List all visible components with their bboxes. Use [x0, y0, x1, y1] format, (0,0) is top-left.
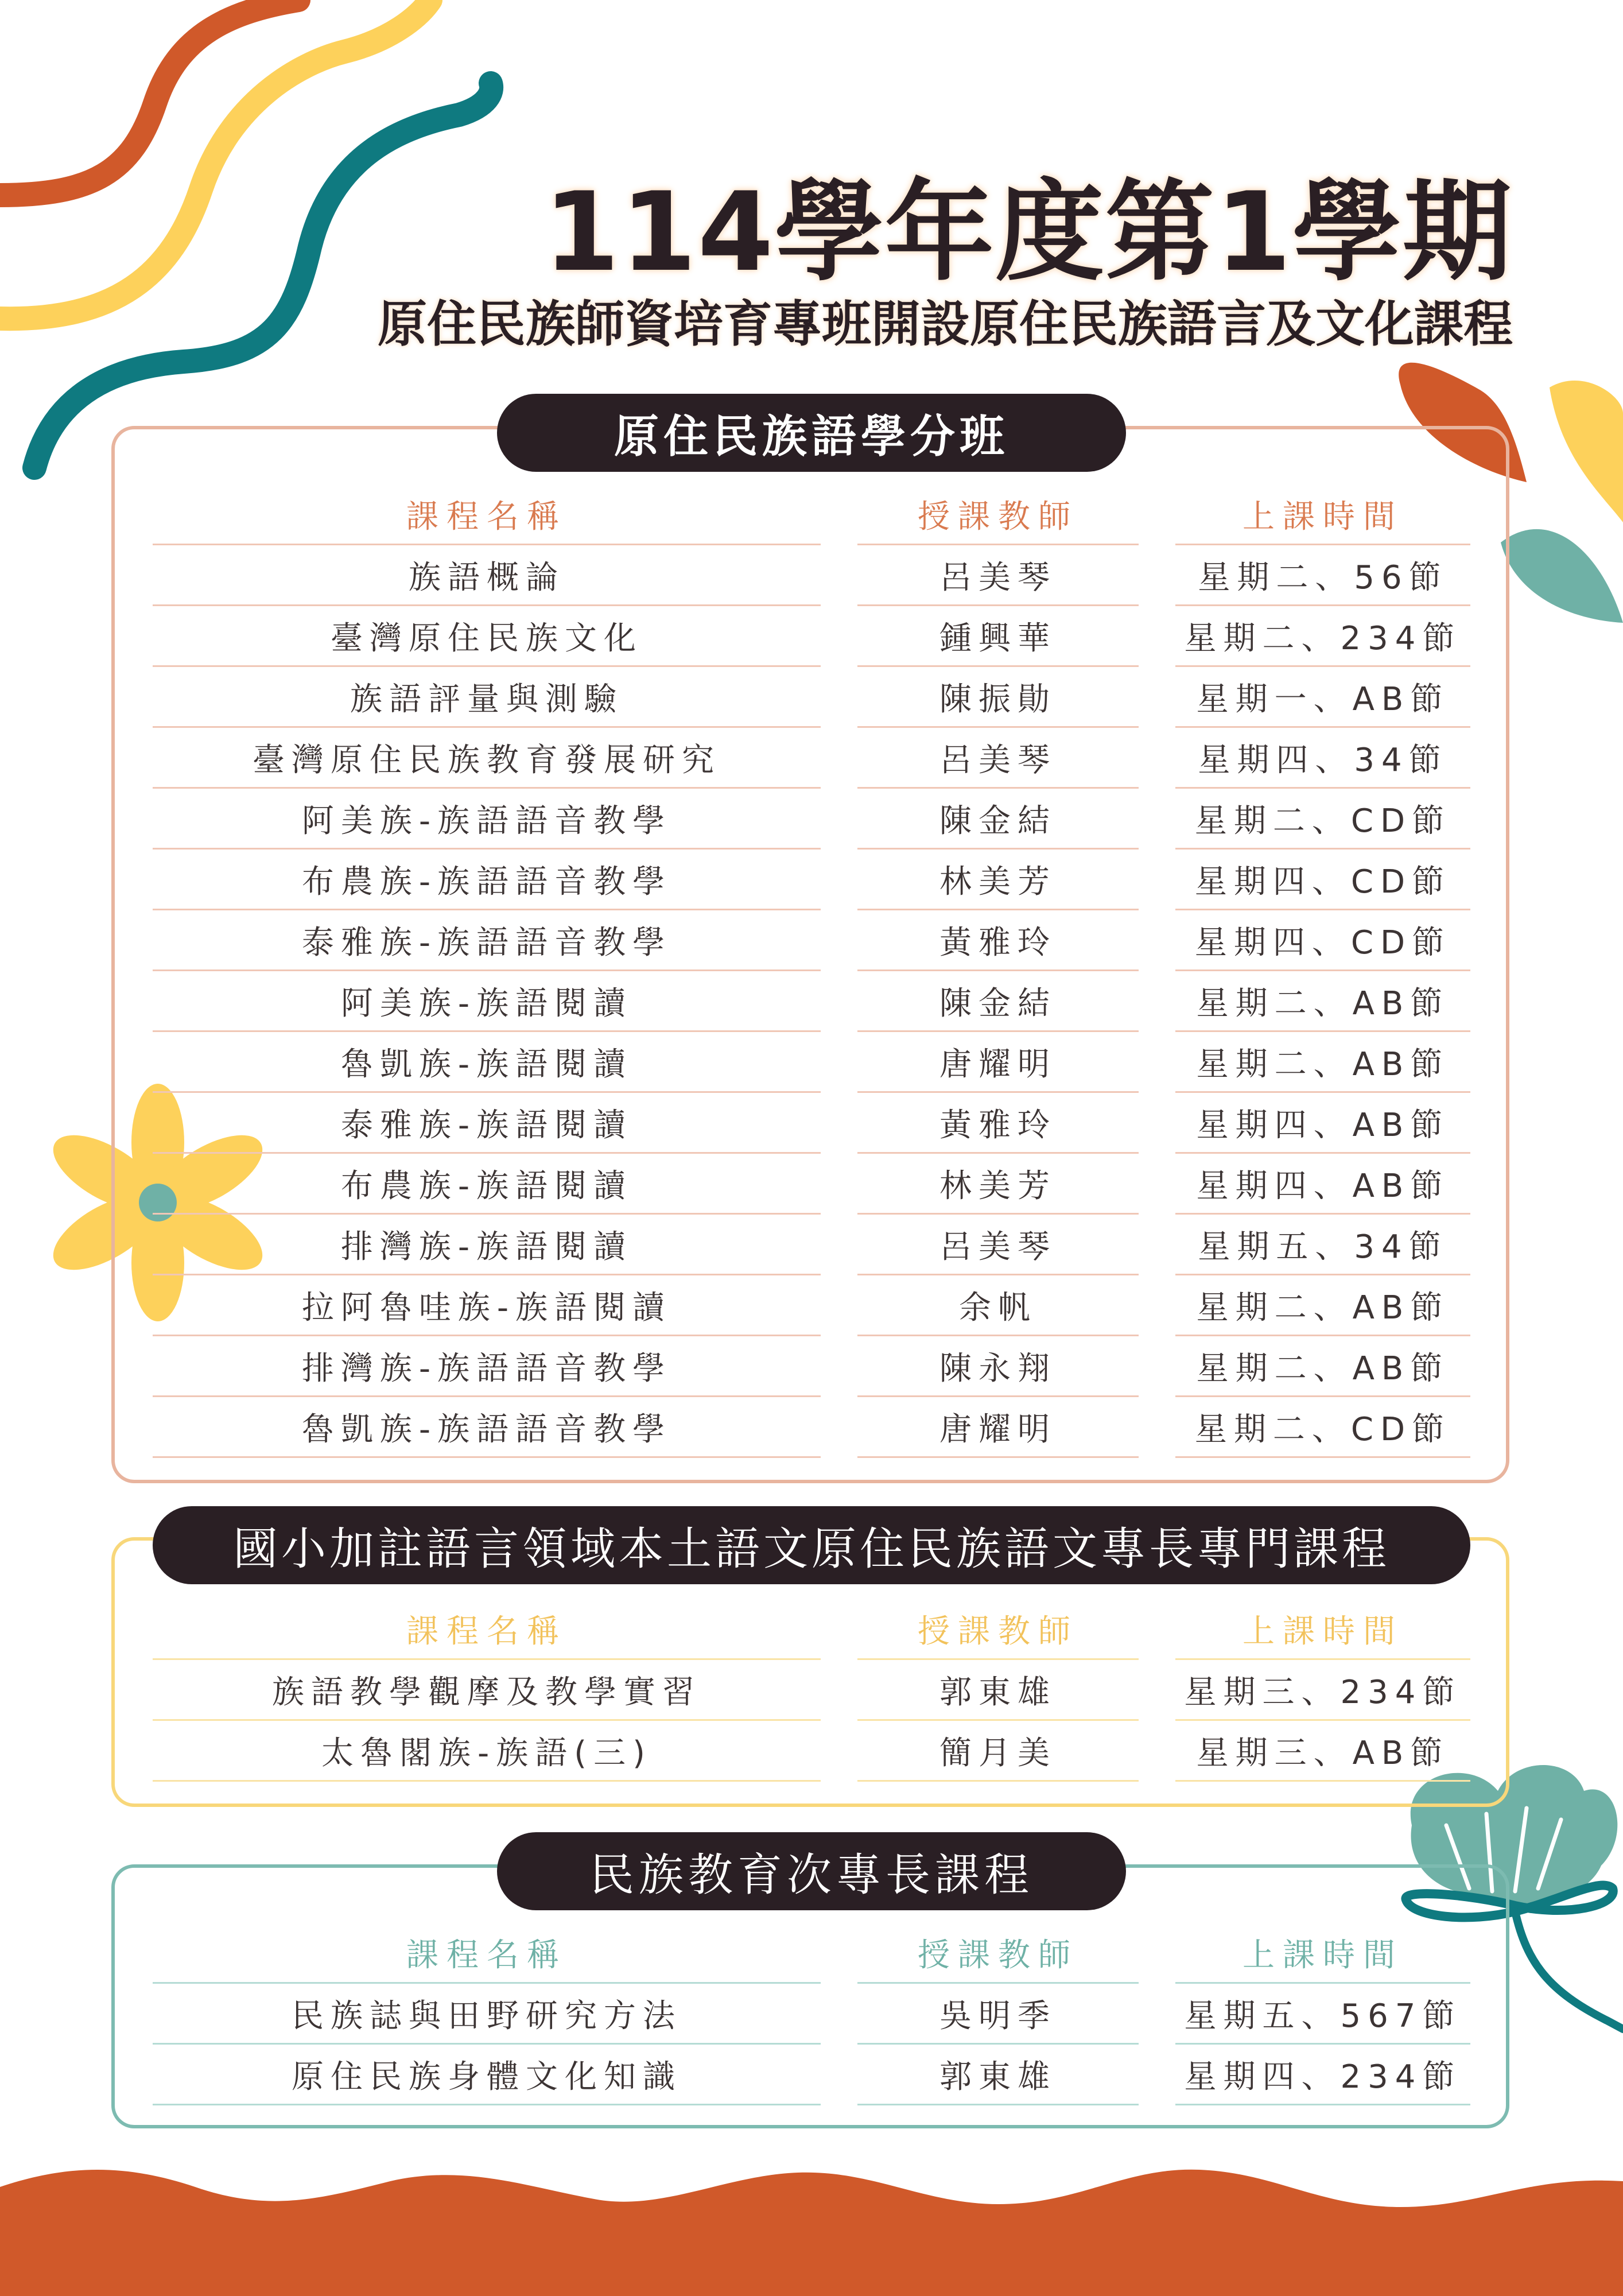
table-row-teacher: 黃雅玲: [857, 910, 1139, 971]
table-row-course-name: 太魯閣族-族語(三): [153, 1721, 821, 1782]
table-row-course-name: 魯凱族-族語語音教學: [153, 1397, 821, 1458]
table-row-course-name: 族語教學觀摩及教學實習: [153, 1660, 821, 1721]
column-header-teacher: 授課教師: [857, 484, 1139, 545]
table-row-teacher: 呂美琴: [857, 545, 1139, 606]
course-name-column: [153, 1599, 821, 1782]
table-row-teacher: 黃雅玲: [857, 1093, 1139, 1154]
column-header-course-name: 課程名稱: [153, 1923, 821, 1984]
table-row-course-name: 拉阿魯哇族-族語閱讀: [153, 1275, 821, 1336]
table-row-class-time: 星期二、AB節: [1175, 1032, 1470, 1093]
table-row-course-name: 民族誌與田野研究方法: [153, 1984, 821, 2045]
table-row-class-time: 星期四、AB節: [1175, 1093, 1470, 1154]
table-row-teacher: 郭東雄: [857, 1660, 1139, 1721]
column-header-teacher: 授課教師: [857, 1599, 1139, 1660]
table-row-class-time: 星期二、CD節: [1175, 789, 1470, 850]
section-title-ethnic-education: 民族教育次專長課程: [497, 1832, 1126, 1910]
table-row-course-name: 布農族-族語語音教學: [153, 850, 821, 910]
table-row-course-name: 臺灣原住民族教育發展研究: [153, 728, 821, 789]
table-row-class-time: 星期四、AB節: [1175, 1154, 1470, 1215]
bottom-wave-band: [0, 2164, 1623, 2296]
table-row-teacher: 吳明季: [857, 1984, 1139, 2045]
table-row-class-time: 星期二、CD節: [1175, 1397, 1470, 1458]
table-row-course-name: 族語評量與測驗: [153, 667, 821, 728]
class-time-column: [1175, 484, 1470, 1458]
table-row-course-name: 泰雅族-族語語音教學: [153, 910, 821, 971]
table-row-teacher: 呂美琴: [857, 1215, 1139, 1275]
column-header-class-time: 上課時間: [1175, 484, 1470, 545]
table-row-teacher: 林美芳: [857, 850, 1139, 910]
column-header-course-name: 課程名稱: [153, 484, 821, 545]
table-row-teacher: 陳永翔: [857, 1336, 1139, 1397]
teacher-column: [857, 1923, 1139, 2105]
table-row-teacher: 唐耀明: [857, 1397, 1139, 1458]
table-row-teacher: 呂美琴: [857, 728, 1139, 789]
table-row-teacher: 陳金結: [857, 971, 1139, 1032]
column-header-teacher: 授課教師: [857, 1923, 1139, 1984]
class-time-column: [1175, 1923, 1470, 2105]
table-row-class-time: 星期四、CD節: [1175, 910, 1470, 971]
table-row-class-time: 星期四、CD節: [1175, 850, 1470, 910]
table-row-teacher: 唐耀明: [857, 1032, 1139, 1093]
table-row-teacher: 郭東雄: [857, 2045, 1139, 2105]
column-header-class-time: 上課時間: [1175, 1599, 1470, 1660]
table-row-course-name: 泰雅族-族語閱讀: [153, 1093, 821, 1154]
table-row-class-time: 星期一、AB節: [1175, 667, 1470, 728]
table-row-course-name: 阿美族-族語閱讀: [153, 971, 821, 1032]
table-row-course-name: 原住民族身體文化知識: [153, 2045, 821, 2105]
course-name-column: [153, 484, 821, 1458]
yellow-leaf-icon: [1550, 381, 1623, 522]
column-header-class-time: 上課時間: [1175, 1923, 1470, 1984]
teal-wave-ribbon: [34, 83, 491, 468]
table-row-course-name: 阿美族-族語語音教學: [153, 789, 821, 850]
table-row-course-name: 布農族-族語閱讀: [153, 1154, 821, 1215]
table-row-teacher: 林美芳: [857, 1154, 1139, 1215]
teacher-column: [857, 1599, 1139, 1782]
table-row-class-time: 星期三、234節: [1175, 1660, 1470, 1721]
table-row-teacher: 陳振勛: [857, 667, 1139, 728]
table-row-class-time: 星期五、34節: [1175, 1215, 1470, 1275]
table-row-class-time: 星期五、567節: [1175, 1984, 1470, 2045]
table-row-teacher: 余帆: [857, 1275, 1139, 1336]
table-row-course-name: 魯凱族-族語閱讀: [153, 1032, 821, 1093]
table-row-course-name: 排灣族-族語閱讀: [153, 1215, 821, 1275]
table-row-class-time: 星期二、AB節: [1175, 1275, 1470, 1336]
table-row-class-time: 星期四、34節: [1175, 728, 1470, 789]
page-subtitle: 原住民族師資培育專班開設原住民族語言及文化課程: [378, 296, 1513, 353]
course-name-column: [153, 1923, 821, 2105]
table-row-class-time: 星期二、AB節: [1175, 971, 1470, 1032]
mint-leaf-icon: [1501, 529, 1623, 623]
table-row-course-name: 臺灣原住民族文化: [153, 606, 821, 667]
class-time-column: [1175, 1599, 1470, 1782]
table-row-class-time: 星期四、234節: [1175, 2045, 1470, 2105]
teacher-column: [857, 484, 1139, 1458]
table-row-teacher: 簡月美: [857, 1721, 1139, 1782]
table-row-course-name: 排灣族-族語語音教學: [153, 1336, 821, 1397]
page-title: 114學年度第1學期: [543, 169, 1513, 296]
table-row-class-time: 星期二、234節: [1175, 606, 1470, 667]
table-row-teacher: 陳金結: [857, 789, 1139, 850]
table-row-class-time: 星期二、56節: [1175, 545, 1470, 606]
section-title-credit-class: 原住民族語學分班: [497, 394, 1126, 472]
table-row-class-time: 星期二、AB節: [1175, 1336, 1470, 1397]
table-row-class-time: 星期三、AB節: [1175, 1721, 1470, 1782]
table-row-course-name: 族語概論: [153, 545, 821, 606]
table-row-teacher: 鍾興華: [857, 606, 1139, 667]
column-header-course-name: 課程名稱: [153, 1599, 821, 1660]
section-title-elementary-specialty: 國小加註語言領域本土語文原住民族語文專長專門課程: [153, 1506, 1470, 1584]
